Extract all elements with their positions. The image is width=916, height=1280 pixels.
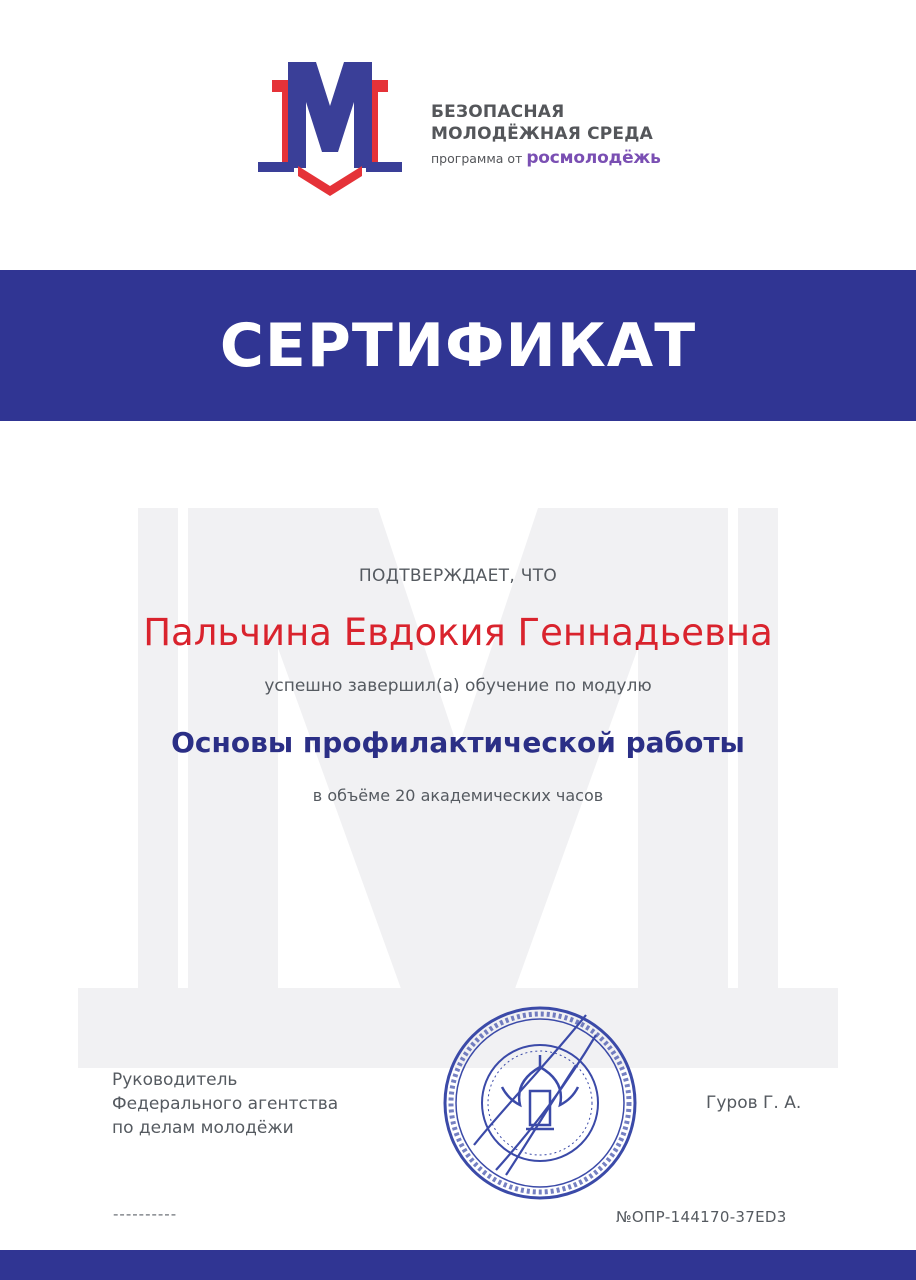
official-stamp	[436, 995, 644, 1205]
logo-icon	[258, 62, 402, 196]
logo-program-prefix: программа от	[431, 151, 523, 166]
module-title: Основы профилактической работы	[171, 726, 745, 759]
bottom-bar	[0, 1250, 916, 1280]
logo-line-2: МОЛОДЁЖНАЯ СРЕДА	[431, 124, 653, 144]
signer-line-1: Руководитель	[112, 1070, 238, 1090]
logo-text	[431, 101, 661, 168]
signer-title	[112, 1068, 338, 1140]
certificate-number: №ОПР-144170-37ED3	[616, 1208, 787, 1226]
confirms-text: ПОДТВЕРЖДАЕТ, ЧТО	[358, 566, 558, 586]
completed-text: успешно завершил(а) обучение по модулю	[264, 676, 652, 696]
signer-name: Гуров Г. А.	[706, 1093, 802, 1113]
signer-line-2: Федерального агентства	[112, 1094, 339, 1114]
logo-subline	[431, 148, 661, 168]
logo-brand: росмолодёжь	[526, 148, 661, 168]
recipient-name: Пальчина Евдокия Геннадьевна	[143, 611, 773, 654]
hours-text: в объёме 20 академических часов	[312, 786, 604, 805]
certificate-title: СЕРТИФИКАТ	[219, 310, 697, 381]
signature-placeholder: ----------	[113, 1205, 178, 1223]
title-banner	[0, 270, 916, 421]
signer-line-3: по делам молодёжи	[112, 1118, 294, 1138]
logo-line-1: БЕЗОПАСНАЯ	[431, 102, 565, 122]
